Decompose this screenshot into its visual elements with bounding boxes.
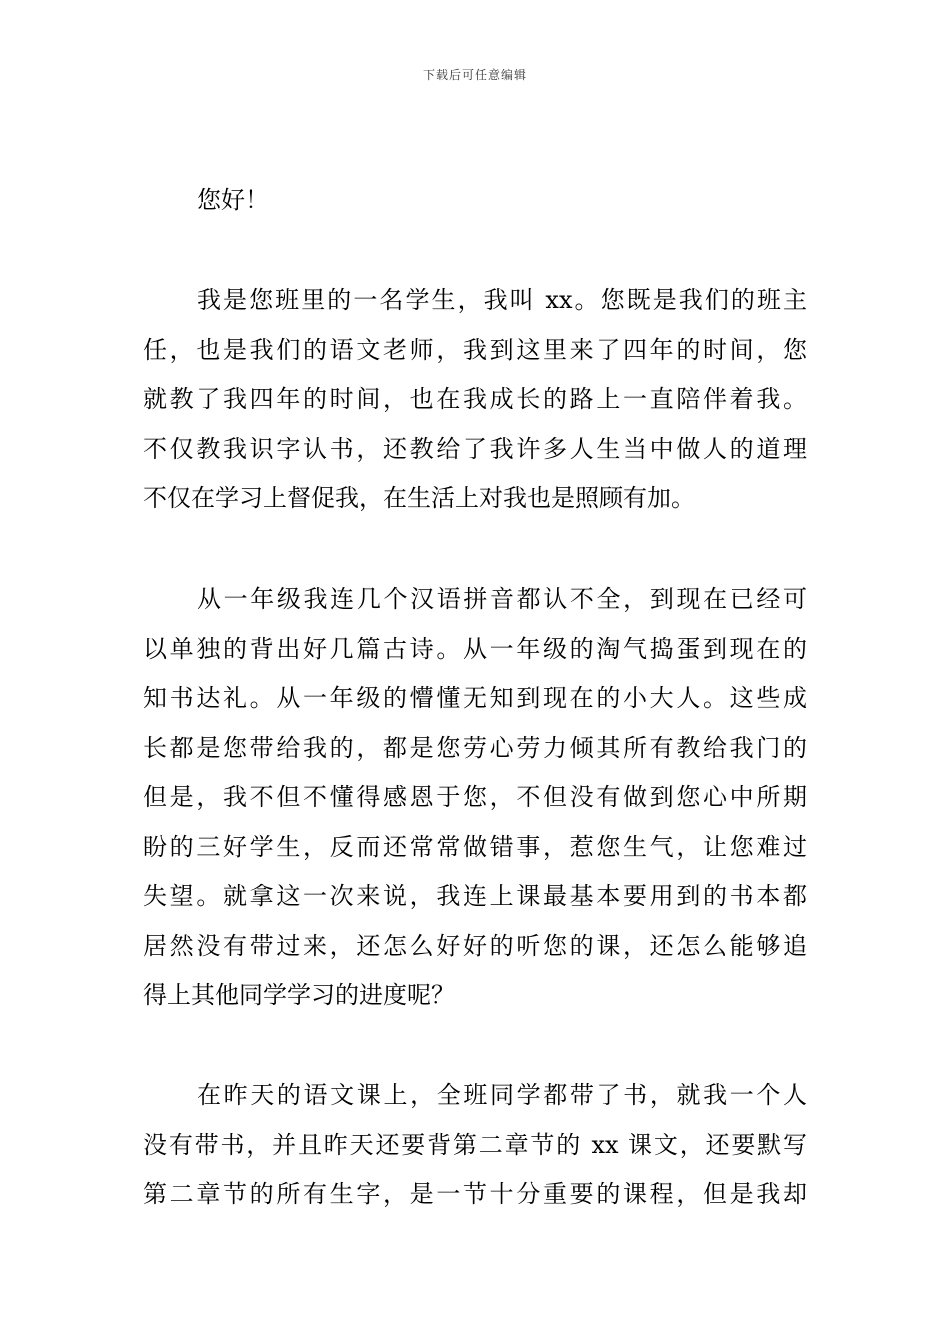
paragraph-2 [143, 575, 807, 1021]
paragraph-1 [143, 276, 807, 524]
paragraph-line: 长都是您带给我的，都是您劳心劳力倾其所有教给我门的 [143, 733, 807, 762]
paragraph-line: 第二章节的所有生字，是一节十分重要的课程，但是我却 [143, 1180, 807, 1208]
paragraph-line: 不仅教我识字认书，还教给了我许多人生当中做人的道理 [143, 434, 807, 463]
page-header-note: 下载后可任意编辑 [422, 68, 527, 82]
paragraph-line: 我是您班里的一名学生，我叫 xx。您既是我们的班主 [197, 286, 807, 314]
paragraph-line: 在昨天的语文课上，全班同学都带了书，就我一个人 [197, 1081, 807, 1109]
paragraph-line: 盼的三好学生，反而还常常做错事，惹您生气，让您难过 [143, 832, 807, 861]
paragraph-line: 就教了我四年的时间，也在我成长的路上一直陪伴着我。 [143, 385, 807, 413]
paragraph-line: 以单独的背出好几篇古诗。从一年级的淘气捣蛋到现在的 [143, 634, 807, 663]
paragraph-line: 失望。就拿这一次来说，我连上课最基本要用到的书本都 [143, 882, 807, 910]
paragraph-line: 任，也是我们的语文老师，我到这里来了四年的时间，您 [143, 335, 807, 364]
paragraph-line: 但是，我不但不懂得感恩于您，不但没有做到您心中所期 [143, 783, 807, 811]
paragraph-line: 从一年级我连几个汉语拼音都认不全，到现在已经可 [197, 585, 807, 613]
greeting: 您好！ [197, 186, 269, 214]
paragraph-line: 居然没有带过来，还怎么好好的听您的课，还怎么能够追 [143, 931, 807, 960]
paragraph-line: 没有带书，并且昨天还要背第二章节的 xx 课文，还要默写 [143, 1130, 807, 1159]
paragraph-line: 不仅在学习上督促我，在生活上对我也是照顾有加。 [143, 484, 695, 512]
paragraph-line: 得上其他同学学习的进度呢？ [143, 981, 455, 1009]
paragraph-line: 知书达礼。从一年级的懵懂无知到现在的小大人。这些成 [143, 684, 807, 712]
paragraph-3 [143, 1071, 807, 1220]
